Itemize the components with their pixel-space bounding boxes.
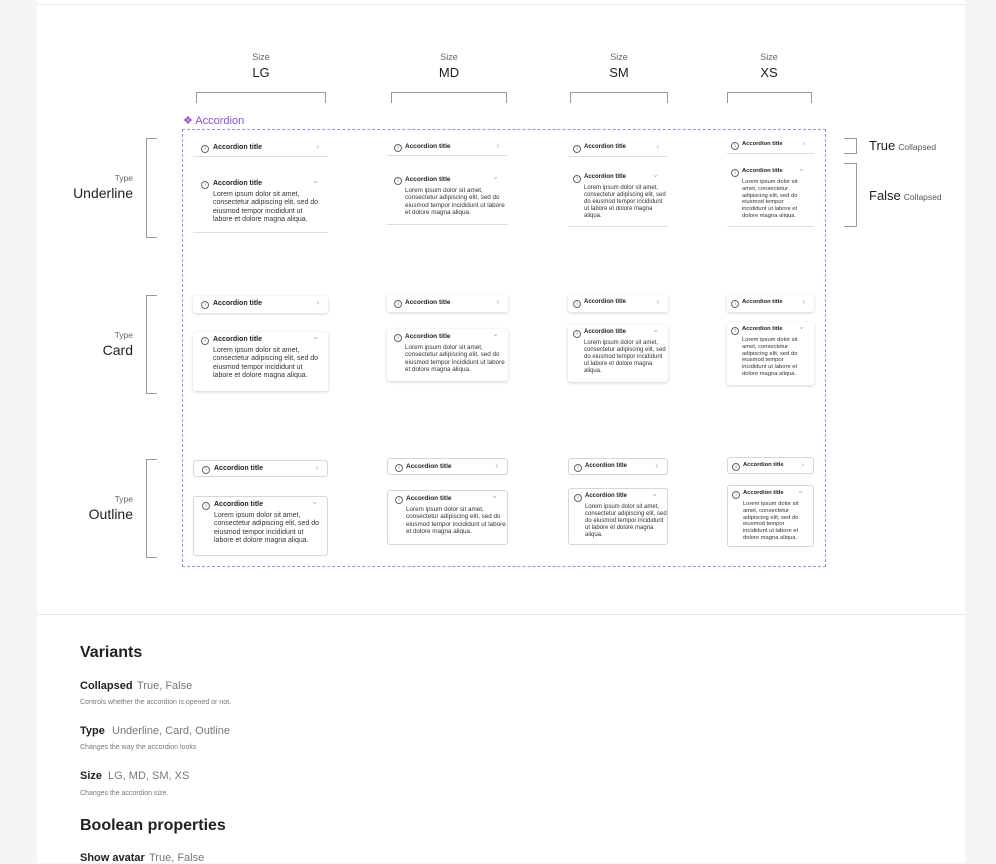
column-key: Size <box>760 52 778 62</box>
accordion-title: Accordion title <box>214 501 264 508</box>
variants-title: Variants <box>80 644 143 661</box>
accordion-collapsed[interactable] <box>727 137 814 154</box>
chevron-right-icon: › <box>656 297 659 306</box>
column-key: Size <box>440 52 458 62</box>
prop-description: Changes the way the accordion looks <box>80 744 197 751</box>
accordion-expanded[interactable] <box>727 164 814 227</box>
prop-values: LG, MD, SM, XS <box>108 770 190 782</box>
accordion-expanded[interactable] <box>568 170 668 227</box>
column-value: MD <box>438 65 460 80</box>
state-label-true <box>869 138 936 153</box>
info-icon: i <box>731 142 739 150</box>
chevron-right-icon: › <box>315 463 318 472</box>
accordion-collapsed[interactable] <box>727 457 814 474</box>
info-icon: i <box>395 464 403 472</box>
state-bracket <box>844 138 857 154</box>
accordion-collapsed[interactable] <box>568 458 668 475</box>
accordion-collapsed[interactable] <box>387 295 508 312</box>
accordion-title: Accordion title <box>742 299 783 305</box>
accordion-title: Accordion title <box>742 168 783 174</box>
chevron-down-icon: ⌄ <box>312 332 319 341</box>
accordion-title: Accordion title <box>585 463 628 469</box>
row-value: Card <box>102 342 133 358</box>
accordion-body: Lorem ipsum dolor sit amet, consectetur adipiscing elit, sed do eiusmod tempor incididunt ut labore et dolore magna aliqua. <box>743 501 799 542</box>
column-value: XS <box>760 65 778 80</box>
column-bracket <box>727 92 812 103</box>
info-icon: i <box>202 502 210 510</box>
accordion-title: Accordion title <box>213 336 263 343</box>
info-icon: i <box>394 334 402 342</box>
accordion-body: Lorem ipsum dolor sit amet, consectetur adipiscing elit, sed do eiusmod tempor incididunt ut labore et dolore magna aliqua. <box>584 340 666 375</box>
prop-name: Show avatar <box>80 852 145 864</box>
info-icon: i <box>394 177 402 185</box>
column-key: Size <box>610 52 628 62</box>
chevron-down-icon: ⌄ <box>798 164 805 173</box>
info-icon: i <box>201 145 209 153</box>
accordion-body: Lorem ipsum dolor sit amet, consectetur adipiscing elit, sed do eiusmod tempor incididunt ut labore et dolore magna aliqua. <box>213 191 319 223</box>
accordion-title: Accordion title <box>742 326 783 332</box>
prop-values: True, False <box>137 680 193 692</box>
column-value: SM <box>609 65 629 80</box>
state-value: True <box>869 138 896 153</box>
boolean-properties-title: Boolean properties <box>80 817 226 834</box>
accordion-frame-label: ❖ Accordion <box>183 115 245 127</box>
column-value: LG <box>252 65 270 80</box>
info-icon: i <box>395 496 403 504</box>
info-icon: i <box>201 337 209 345</box>
accordion-title: Accordion title <box>584 144 627 150</box>
info-icon: i <box>574 494 582 502</box>
chevron-right-icon: › <box>316 298 319 307</box>
accordion-title: Accordion title <box>405 299 451 306</box>
info-icon: i <box>394 144 402 152</box>
accordion-expanded[interactable] <box>568 488 668 545</box>
row-key: Type <box>114 330 133 340</box>
prop-values: Underline, Card, Outline <box>112 725 231 737</box>
column-bracket <box>196 92 326 103</box>
accordion-expanded[interactable] <box>387 172 508 225</box>
column-header-xs <box>709 52 829 80</box>
chevron-right-icon: › <box>656 142 659 151</box>
state-suffix: Collapsed <box>903 192 942 202</box>
accordion-collapsed[interactable] <box>387 139 508 156</box>
accordion-expanded[interactable] <box>568 325 668 382</box>
prop-values: True, False <box>149 852 205 864</box>
state-value: False <box>869 188 901 203</box>
chevron-right-icon: › <box>802 297 805 306</box>
accordion-title: Accordion title <box>213 180 263 187</box>
chevron-down-icon: ⌄ <box>312 176 319 185</box>
accordion-body: Lorem ipsum dolor sit amet, consectetur adipiscing elit, sed do eiusmod tempor incididunt ut labore et dolore magna aliqua. <box>214 512 320 544</box>
canvas-divider <box>37 4 965 5</box>
row-value: Outline <box>88 506 133 522</box>
chevron-right-icon: › <box>655 461 658 470</box>
accordion-body: Lorem ipsum dolor sit amet, consectetur adipiscing elit, sed do eiusmod tempor incididunt ut labore et dolore magna aliqua. <box>405 187 505 217</box>
accordion-expanded[interactable] <box>727 485 814 547</box>
row-header-underline <box>33 173 133 201</box>
accordion-title: Accordion title <box>742 141 783 147</box>
row-key: Type <box>114 494 133 504</box>
accordion-title: Accordion title <box>406 463 452 470</box>
info-icon: i <box>573 330 581 338</box>
accordion-title: Accordion title <box>405 333 451 340</box>
chevron-right-icon: › <box>801 460 804 469</box>
accordion-title: Accordion title <box>584 174 627 180</box>
prop-description: Controls whether the accordion is opened or not. <box>80 699 231 706</box>
accordion-expanded[interactable] <box>387 490 508 545</box>
accordion-title: Accordion title <box>406 495 452 502</box>
accordion-body: Lorem ipsum dolor sit amet, consectetur adipiscing elit, sed do eiusmod tempor incididunt ut labore et dolore magna aliqua. <box>213 347 319 379</box>
accordion-expanded[interactable] <box>193 332 328 391</box>
accordion-title: Accordion title <box>743 462 784 468</box>
row-value: Underline <box>73 185 133 201</box>
accordion-title: Accordion title <box>213 300 263 307</box>
info-icon: i <box>732 491 740 499</box>
info-icon: i <box>573 300 581 308</box>
chevron-down-icon: ⌄ <box>651 489 658 498</box>
info-icon: i <box>202 466 210 474</box>
column-header-lg <box>201 52 321 80</box>
accordion-title: Accordion title <box>405 143 451 150</box>
state-bracket <box>844 163 857 227</box>
accordion-title: Accordion title <box>405 176 451 183</box>
column-key: Size <box>252 52 270 62</box>
row-bracket <box>146 459 157 558</box>
accordion-body: Lorem ipsum dolor sit amet, consectetur adipiscing elit, sed do eiusmod tempor incididunt ut labore et dolore magna aliqua. <box>585 504 667 539</box>
chevron-right-icon: › <box>316 142 319 151</box>
chevron-down-icon: ⌄ <box>797 486 804 495</box>
state-label-false <box>869 188 942 203</box>
accordion-title: Accordion title <box>214 465 264 472</box>
chevron-down-icon: ⌄ <box>652 170 659 179</box>
info-icon: i <box>732 463 740 471</box>
chevron-down-icon: ⌄ <box>491 491 498 500</box>
accordion-collapsed[interactable] <box>193 140 328 157</box>
prop-name: Type <box>80 725 105 737</box>
info-icon: i <box>574 464 582 472</box>
chevron-down-icon: ⌄ <box>492 329 499 338</box>
info-icon: i <box>573 175 581 183</box>
accordion-expanded[interactable] <box>727 322 814 385</box>
accordion-collapsed[interactable] <box>193 460 328 477</box>
accordion-title: Accordion title <box>584 299 627 305</box>
chevron-right-icon: › <box>496 297 499 306</box>
row-bracket <box>146 138 157 238</box>
row-key: Type <box>114 173 133 183</box>
accordion-expanded[interactable] <box>193 176 328 233</box>
info-icon: i <box>731 327 739 335</box>
column-bracket <box>570 92 668 103</box>
accordion-title: Accordion title <box>585 493 628 499</box>
accordion-body: Lorem ipsum dolor sit amet, consectetur adipiscing elit, sed do eiusmod tempor incididunt ut labore et dolore magna aliqua. <box>584 185 666 220</box>
chevron-right-icon: › <box>495 461 498 470</box>
accordion-expanded[interactable] <box>193 496 328 556</box>
accordion-expanded[interactable] <box>387 329 508 381</box>
chevron-down-icon: ⌄ <box>311 497 318 506</box>
accordion-collapsed[interactable] <box>193 296 328 313</box>
accordion-body: Lorem ipsum dolor sit amet, consectetur adipiscing elit, sed do eiusmod tempor incididunt ut labore et dolore magna aliqua. <box>742 179 798 220</box>
accordion-body: Lorem ipsum dolor sit amet, consectetur adipiscing elit, sed do eiusmod tempor incididunt ut labore et dolore magna aliqua. <box>406 506 506 536</box>
accordion-body: Lorem ipsum dolor sit amet, consectetur adipiscing elit, sed do eiusmod tempor incididunt ut labore et dolore magna aliqua. <box>405 344 505 374</box>
info-icon: i <box>201 301 209 309</box>
prop-name: Size <box>80 770 103 782</box>
accordion-body: Lorem ipsum dolor sit amet, consectetur adipiscing elit, sed do eiusmod tempor incididunt ut labore et dolore magna aliqua. <box>742 337 798 378</box>
column-header-md <box>389 52 509 80</box>
accordion-collapsed[interactable] <box>568 140 668 157</box>
info-icon: i <box>731 300 739 308</box>
row-header-card <box>33 330 133 358</box>
accordion-title: Accordion title <box>213 144 263 151</box>
info-icon: i <box>394 300 402 308</box>
info-icon: i <box>201 181 209 189</box>
prop-name: Collapsed <box>80 680 133 692</box>
info-icon: i <box>573 145 581 153</box>
state-suffix: Collapsed <box>898 142 937 152</box>
info-icon: i <box>731 169 739 177</box>
row-header-outline <box>33 494 133 522</box>
row-bracket <box>146 295 157 394</box>
column-bracket <box>391 92 507 103</box>
accordion-collapsed[interactable] <box>727 295 814 312</box>
chevron-down-icon: ⌄ <box>798 322 805 331</box>
prop-description: Changes the accordion size. <box>80 790 169 797</box>
chevron-down-icon: ⌄ <box>492 172 499 181</box>
accordion-collapsed[interactable] <box>568 295 668 312</box>
accordion-collapsed[interactable] <box>387 458 508 475</box>
accordion-title: Accordion title <box>743 490 784 496</box>
accordion-title: Accordion title <box>584 329 627 335</box>
column-header-sm <box>559 52 679 80</box>
chevron-right-icon: › <box>802 139 805 148</box>
chevron-right-icon: › <box>496 141 499 150</box>
chevron-down-icon: ⌄ <box>652 325 659 334</box>
